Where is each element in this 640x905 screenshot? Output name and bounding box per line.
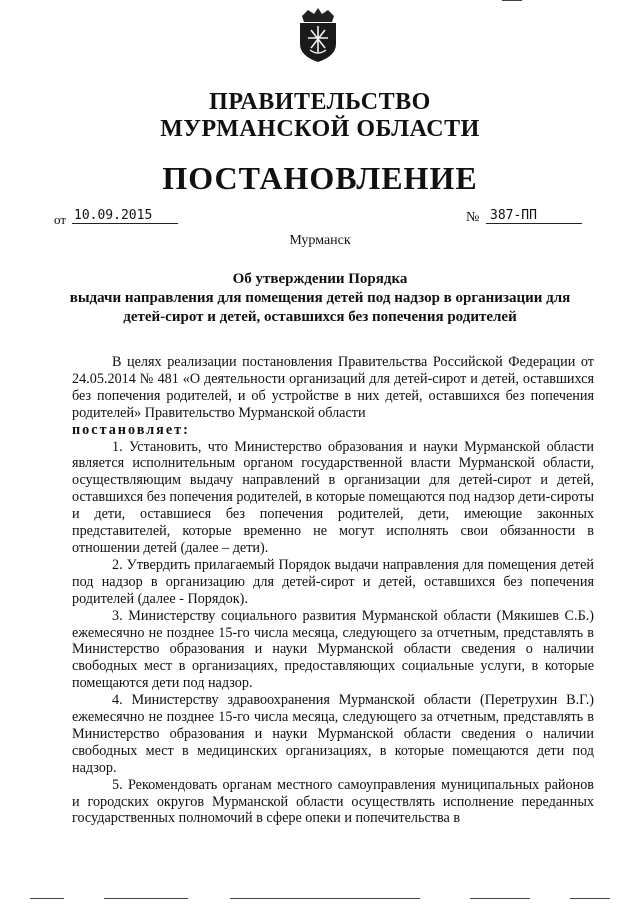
intro-paragraph (72, 354, 594, 422)
region-title: МУРМАНСКОЙ ОБЛАСТИ (160, 116, 480, 142)
clause-5: 5. Рекомендовать органам местного самоуправления муниципальных районов и городских округов Мурманской области осуществлять исполнение переданных государственных полномочий в сфере опеки и попечительства в (72, 776, 594, 827)
government-title: ПРАВИТЕЛЬСТВО (209, 89, 431, 115)
number-label: № (466, 210, 480, 225)
decides-word: постановляет: (72, 421, 190, 438)
clause-3: 3. Министерству социального развития Мурманской области (Мякишев С.Б.) ежемесячно не позднее 15-го числа месяца, следующего за отчетным, представлять в Министерство образования и науки Мурманской области сведения о наличии свободных мест в организациях, предоставляющих социальные услуги, в которые помещаются дети под надзор. (72, 607, 594, 692)
footer-rule (30, 898, 64, 899)
decree-body (72, 354, 594, 827)
decree-title-line: выдачи направления для помещения детей под надзор в организации для (69, 290, 571, 306)
intro-text: В целях реализации постановления Правительства Российской Федерации от 24.05.2014 № 481 «О деятельности организаций для детей-сирот и детей, оставшихся без попечения родителей, и об устройстве в них детей, оставшихся без попечения родителей» Правительство Мурманской области (72, 354, 594, 421)
scan-mark (502, 0, 522, 1)
decree-date: 10.09.2015 (72, 208, 178, 224)
footer-rule (104, 898, 188, 899)
decree-number: 387-ПП (486, 208, 582, 224)
decides-paragraph (72, 422, 594, 439)
clause-2: 2. Утвердить прилагаемый Порядок выдачи направления для помещения детей под надзор в организацию для детей-сирот и детей, оставшихся без попечения родителей (далее - Порядок). (72, 556, 594, 607)
coat-of-arms-icon (294, 6, 342, 64)
footer-rule (230, 898, 420, 899)
footer-rule (470, 898, 530, 899)
city: Мурманск (289, 233, 351, 248)
clause-4: 4. Министерству здравоохранения Мурманской области (Перетрухин В.Г.) ежемесячно не позднее 15-го числа месяца, следующего за отчетным, представлять в Министерство образования и науки Мурманской области сведения о наличии свободных мест в медицинских организациях, в которые помещаются дети под надзор. (72, 692, 594, 776)
document-type: ПОСТАНОВЛЕНИЕ (162, 160, 478, 196)
decree-title-line: детей-сирот и детей, оставшихся без попечения родителей (123, 309, 517, 325)
footer-rule (570, 898, 610, 899)
decree-title-line: Об утверждении Порядка (232, 271, 408, 287)
date-label: от (54, 212, 67, 227)
clause-1: 1. Установить, что Министерство образования и науки Мурманской области является исполнительным органом государственной власти Мурманской области, осуществляющим выдачу направлений в организации для детей-сирот и детей, оставшихся без попечения родителей, в которые помещаются под надзор дети-сироты и дети, оставшиеся без попечения родителей, дети, имеющие законных представителей, которые временно не могут исполнять свои обязанности в отношении детей (далее – дети). (72, 438, 594, 556)
